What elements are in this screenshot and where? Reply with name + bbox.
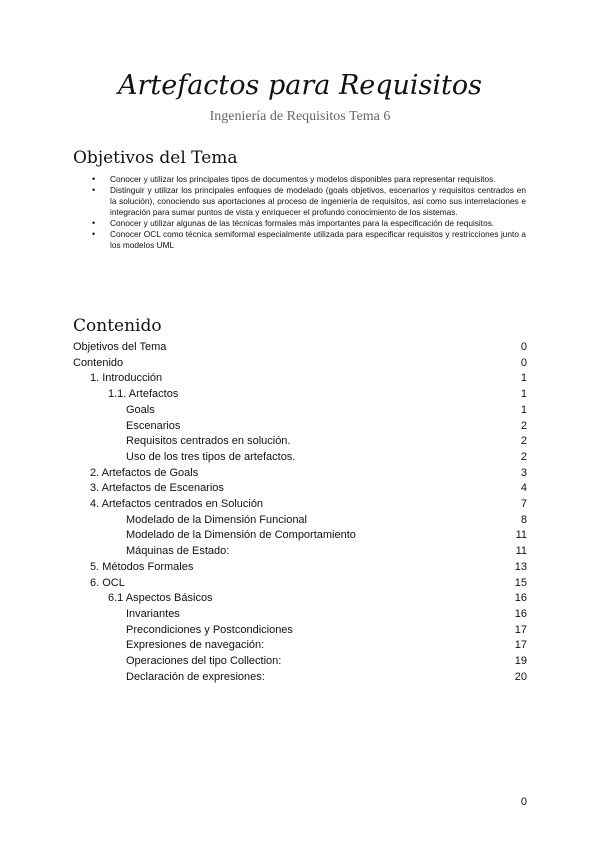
toc-entry[interactable]: [73, 340, 527, 356]
toc-entry-label: Operaciones del tipo Collection:: [126, 655, 282, 668]
toc-entry-label: Requisitos centrados en solución.: [126, 435, 291, 448]
toc-entry-label: Escenarios: [126, 419, 181, 432]
toc-entry-page: 7: [520, 498, 527, 511]
toc-entry-page: 17: [514, 623, 527, 636]
toc-entry-label: 6. OCL: [90, 576, 125, 589]
toc-entry-page: 0: [520, 356, 527, 369]
toc-entry[interactable]: [73, 497, 527, 513]
toc-entry-label: 4. Artefactos centrados en Solución: [90, 498, 264, 511]
objectives-heading: Objetivos del Tema: [73, 148, 238, 168]
toc-entry[interactable]: [73, 387, 527, 403]
toc-entry[interactable]: [73, 560, 527, 576]
page-number: 0: [520, 796, 527, 808]
toc-entry-page: 16: [514, 592, 527, 605]
contents-heading: Contenido: [73, 316, 162, 336]
toc-entry-page: 1: [520, 403, 527, 416]
toc-entry-page: 1: [520, 388, 527, 401]
toc-entry-page: 19: [514, 655, 527, 668]
toc-entry[interactable]: [73, 419, 527, 435]
toc-entry[interactable]: [73, 670, 527, 686]
toc-entry-label: 1. Introducción: [90, 372, 163, 385]
document-title: Artefactos para Requisitos: [117, 70, 483, 101]
toc-entry-page: 20: [514, 670, 527, 683]
toc-entry-label: Precondiciones y Postcondiciones: [126, 623, 293, 636]
toc-entry-label: Declaración de expresiones:: [126, 670, 265, 683]
objective-item: • Conocer y utilizar los principales tipos de documentos y modelos disponibles para representar requisitos.: [92, 174, 526, 185]
toc-entry-page: 8: [520, 513, 527, 526]
document-subtitle: Ingeniería de Requisitos Tema 6: [209, 109, 391, 124]
toc-entry-label: 1.1. Artefactos: [108, 388, 179, 401]
toc-entry[interactable]: [73, 607, 527, 623]
toc-entry[interactable]: [73, 576, 527, 592]
toc-entry-label: Máquinas de Estado:: [126, 545, 230, 558]
toc-entry-label: Objetivos del Tema: [73, 341, 167, 353]
toc-entry[interactable]: [73, 450, 527, 466]
toc-entry-label: Contenido: [73, 356, 124, 369]
table-of-contents: [73, 340, 527, 685]
toc-entry[interactable]: [73, 434, 527, 450]
objective-item: • Distinguir y utilizar los principales enfoques de modelado (goals objetivos, escenarios y requisitos centrados en la solución), conociendo sus aportaciones al proceso de ingeniería de requisitos, así como sus interrelaciones e integración para sumar puntos de vista y enriquecer el profundo conocimiento de los sistemas.: [92, 185, 526, 218]
toc-entry-page: 13: [514, 560, 527, 573]
toc-entry-label: Modelado de la Dimensión Funcional: [126, 513, 307, 526]
toc-entry-label: 6.1 Aspectos Básicos: [108, 592, 213, 605]
objective-item: • Conocer OCL como técnica semiformal especialmente utilizada para especificar requisitos y restricciones junto a los modelos UML: [92, 229, 526, 251]
toc-entry-label: Expresiones de navegación:: [126, 639, 265, 652]
toc-entry-page: 2: [520, 450, 527, 463]
toc-entry-page: 3: [520, 466, 527, 479]
toc-entry-page: 4: [520, 482, 527, 495]
toc-entry-label: 5. Métodos Formales: [90, 560, 194, 573]
objectives-list: [92, 174, 526, 251]
toc-entry[interactable]: [73, 544, 527, 560]
toc-entry[interactable]: [73, 356, 527, 372]
toc-entry-page: 2: [520, 419, 527, 432]
toc-entry[interactable]: [73, 403, 527, 419]
toc-entry[interactable]: [73, 623, 527, 639]
toc-entry[interactable]: [73, 591, 527, 607]
toc-entry[interactable]: [73, 638, 527, 654]
toc-entry[interactable]: [73, 466, 527, 482]
toc-entry[interactable]: [73, 371, 527, 387]
toc-entry-page: 16: [514, 607, 527, 620]
toc-entry[interactable]: [73, 513, 527, 529]
toc-entry-page: 11: [515, 545, 527, 558]
toc-entry-page: 2: [520, 435, 527, 448]
toc-entry-label: 2. Artefactos de Goals: [90, 466, 199, 479]
toc-entry-label: Goals: [126, 403, 155, 416]
toc-entry-page: 11: [515, 529, 527, 542]
toc-entry-page: 1: [520, 372, 527, 385]
toc-entry-label: Invariantes: [126, 607, 180, 620]
objective-item: • Conocer y utilizar algunas de las técnicas formales más importantes para la especificación de requisitos.: [92, 218, 526, 229]
toc-entry[interactable]: [73, 481, 527, 497]
toc-entry-label: 3. Artefactos de Escenarios: [90, 482, 224, 495]
toc-entry-page: 0: [520, 341, 527, 353]
toc-entry[interactable]: [73, 654, 527, 670]
toc-entry-label: Uso de los tres tipos de artefactos.: [126, 450, 296, 463]
toc-entry-label: Modelado de la Dimensión de Comportamiento: [126, 529, 356, 542]
toc-entry-page: 17: [514, 639, 527, 652]
toc-entry[interactable]: [73, 528, 527, 544]
toc-entry-page: 15: [514, 576, 527, 589]
